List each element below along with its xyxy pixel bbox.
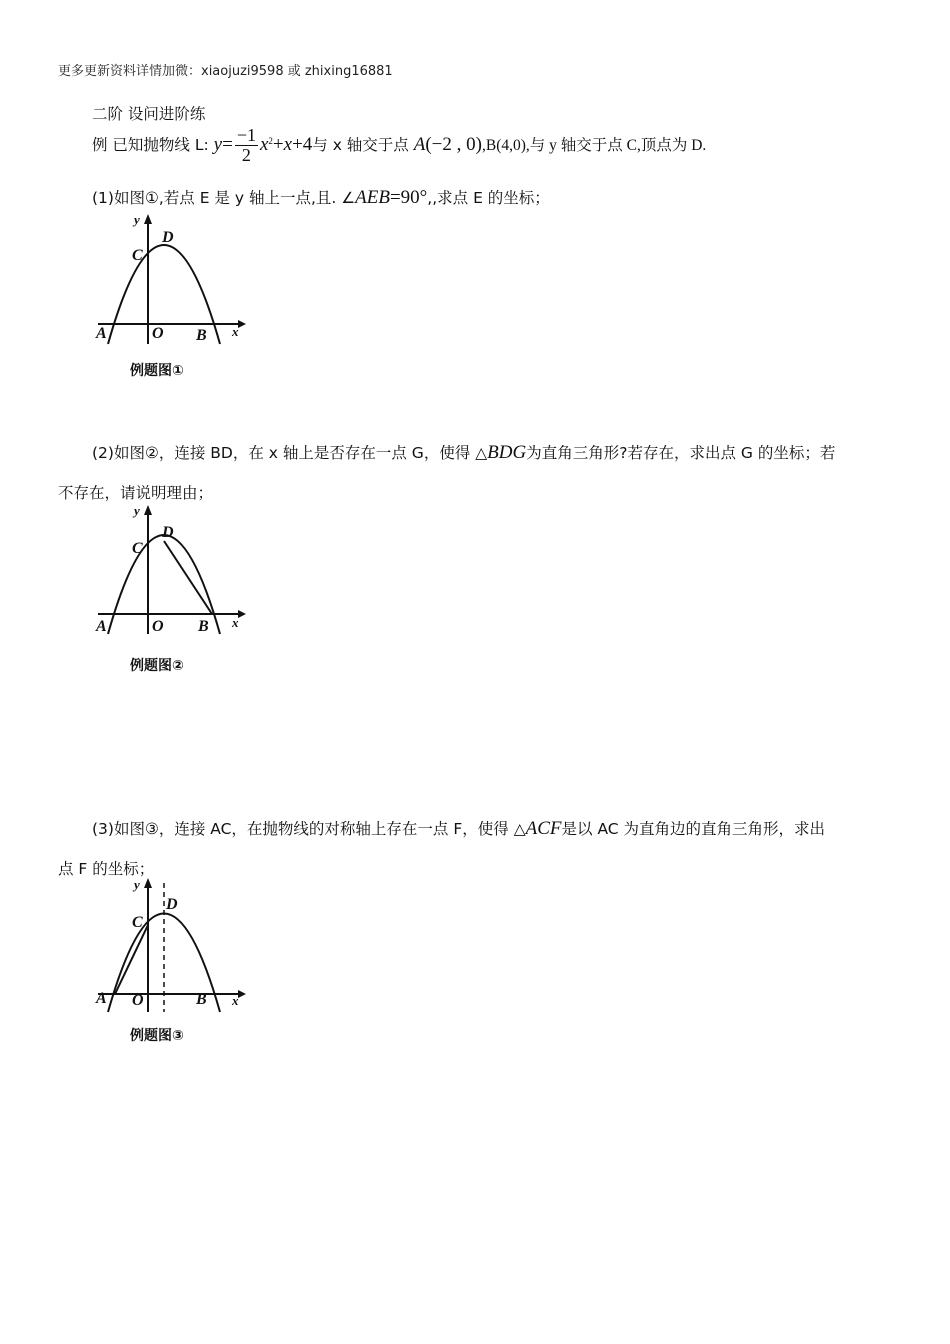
eq-x: x [259,134,269,155]
figure-2 [92,503,252,683]
fig2-y-arrow-icon [144,505,152,515]
q1-angle: AEB [355,187,390,208]
fig2-label-a: A [96,618,107,635]
fig1-label-o: O [152,325,164,342]
fig2-label-b: B [198,618,209,635]
fig2-label-y: y [134,503,140,518]
question-1 [92,186,550,209]
q2-text-before: (2)如图②，连接 BD，在 x 轴上是否存在一点 G，使得 △ [92,444,488,462]
fig1-label-b: B [196,327,207,344]
fig3-label-a: A [96,990,107,1007]
eq-equals: = [222,134,233,155]
q2-triangle: BDG [487,442,527,463]
eq-exponent: 2 [268,135,273,146]
fig2-label-o: O [152,618,164,635]
question-2 [92,441,835,464]
fig1-label-x: x [232,324,239,339]
fig1-x-arrow-icon [238,320,246,328]
q3-triangle: ACF [525,818,562,839]
fig3-label-o: O [132,992,144,1009]
point-a-coords: (−2 , 0) [425,134,482,155]
fig3-caption: 例题图③ [130,1028,184,1044]
eq-plus: + [272,134,284,155]
question-3 [92,817,825,840]
section-title: 二阶 设问进阶练 [92,105,206,123]
example-prefix: 例 已知抛物线 L: [92,136,209,154]
q1-angle-value: =90° [389,187,428,208]
point-a-label: A [413,134,426,155]
fig3-label-b: B [196,991,207,1008]
eq-fraction [235,126,258,165]
fig3-segment-ac [115,925,148,994]
question-3-line-2: 点 F 的坐标； [58,860,155,878]
fig2-caption: 例题图② [130,658,184,674]
fig2-label-x: x [232,615,239,630]
q2-text-after: 为直角三角形?若存在，求出点 G 的坐标；若 [526,444,836,462]
fig2-label-c: C [132,540,143,557]
figure-1 [92,208,252,388]
frac-denominator: 2 [241,145,251,165]
q3-text-before: (3)如图③，连接 AC，在抛物线的对称轴上存在一点 F，使得 △ [92,820,526,838]
fig3-y-arrow-icon [144,878,152,888]
fig1-y-arrow-icon [144,214,152,224]
question-2-line-2: 不存在，请说明理由； [58,484,214,502]
eq-y: y [213,134,223,155]
fig2-x-arrow-icon [238,610,246,618]
fig3-label-y: y [134,877,140,892]
example-suffix: ,B(4,0),与 y 轴交于点 C,顶点为 D. [481,137,707,154]
example-statement [92,126,706,165]
fig3-label-d: D [166,896,178,913]
fig1-label-d: D [162,229,174,246]
example-mid: 与 x 轴交于点 [312,136,409,154]
page-header: 更多更新资料详情加微：xiaojuzi9598 或 zhixing16881 [58,64,393,79]
q1-text-after: ,,求点 E 的坐标； [427,189,550,207]
fig1-label-c: C [132,247,143,264]
q3-text-after: 是以 AC 为直角边的直角三角形，求出 [561,820,826,838]
q1-text-before: (1)如图①,若点 E 是 y 轴上一点,且. ∠ [92,189,356,207]
fig1-label-y: y [134,212,140,227]
fig1-caption: 例题图① [130,363,184,379]
frac-numerator: −1 [236,125,256,145]
figure-3 [92,875,252,1055]
fig3-label-c: C [132,914,143,931]
fig2-label-d: D [162,524,174,541]
eq-x-linear: x [283,134,293,155]
eq-constant: +4 [292,134,313,155]
fig3-label-x: x [232,993,239,1008]
fig1-label-a: A [96,325,107,342]
fig3-x-arrow-icon [238,990,246,998]
